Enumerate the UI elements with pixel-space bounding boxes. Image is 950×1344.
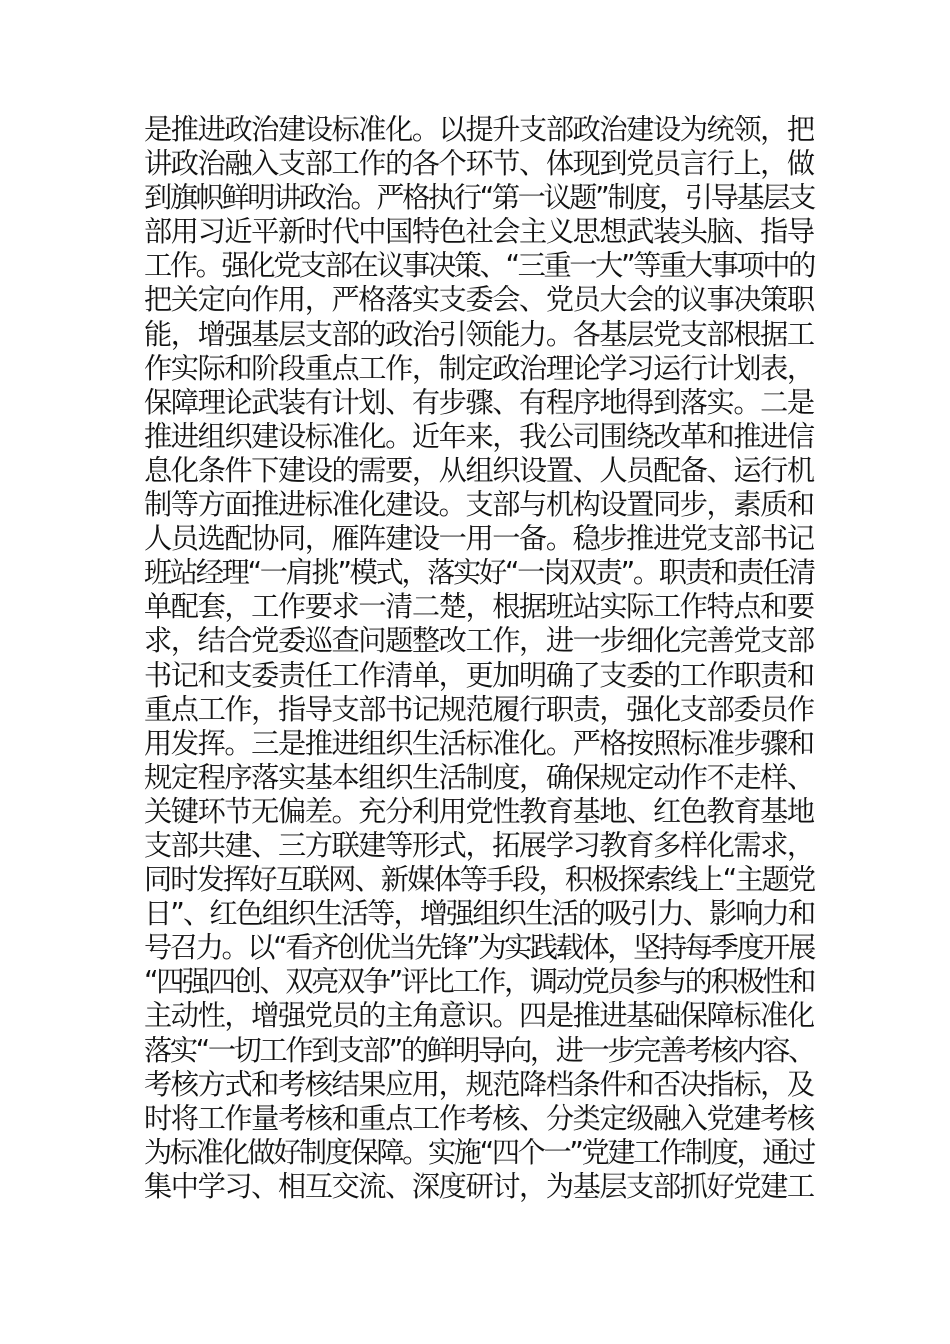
text-line: 主动性，增强党员的主角意识。四是推进基础保障标准化 [144, 999, 814, 1033]
text-line: 关键环节无偏差。充分利用党性教育基地、红色教育基地 [144, 794, 814, 828]
text-line: 时将工作量考核和重点工作考核、分类定级融入党建考核 [144, 1101, 814, 1135]
text-line: 把关定向作用，严格落实支委会、党员大会的议事决策职 [144, 283, 814, 317]
text-line: 号召力。以“看齐创优当先锋”为实践载体，坚持每季度开展 [144, 931, 814, 965]
text-line: 部用习近平新时代中国特色社会主义思想武装头脑、指导 [144, 215, 814, 249]
text-line: 是推进政治建设标准化。以提升支部政治建设为统领，把 [144, 113, 814, 146]
text-line: 求，结合党委巡查问题整改工作，进一步细化完善党支部 [144, 624, 814, 658]
text-line: 推进组织建设标准化。近年来，我公司围绕改革和推进信 [144, 419, 814, 453]
text-line: 能，增强基层支部的政治引领能力。各基层党支部根据工 [144, 317, 814, 351]
text-line: 同时发挥好互联网、新媒体等手段，积极探索线上“主题党 [144, 863, 815, 897]
text-line: 讲政治融入支部工作的各个环节、体现到党员言行上，做 [144, 147, 814, 181]
text-line: 规定程序落实基本组织生活制度，确保规定动作不走样、 [144, 760, 814, 794]
text-line: 为标准化做好制度保障。实施“四个一”党建工作制度，通过 [144, 1135, 814, 1169]
text-line: 作实际和阶段重点工作，制定政治理论学习运行计划表， [144, 351, 814, 385]
text-line: 日”、红色组织生活等，增强组织生活的吸引力、影响力和 [144, 897, 815, 931]
text-line: 考核方式和考核结果应用，规范降档条件和否决指标，及 [144, 1067, 814, 1101]
text-line: “四强四创、双亮双争”评比工作，调动党员参与的积极性和 [144, 965, 814, 999]
text-line: 落实“一切工作到支部”的鲜明导向，进一步完善考核内容、 [144, 1033, 814, 1067]
body-paragraph [144, 113, 814, 1204]
text-line: 制等方面推进标准化建设。支部与机构设置同步，素质和 [144, 488, 814, 522]
text-line: 息化条件下建设的需要，从组织设置、人员配备、运行机 [144, 453, 814, 487]
text-line: 单配套，工作要求一清二楚，根据班站实际工作特点和要 [144, 590, 814, 624]
text-line: 支部共建、三方联建等形式，拓展学习教育多样化需求， [144, 828, 814, 862]
text-line: 保障理论武装有计划、有步骤、有程序地得到落实。二是 [144, 385, 814, 419]
text-line: 集中学习、相互交流、深度研讨，为基层支部抓好党建工 [144, 1169, 814, 1203]
text-line: 重点工作，指导支部书记规范履行职责，强化支部委员作 [144, 692, 814, 726]
text-line: 班站经理“一肩挑”模式，落实好“一岗双责”。职责和责任清 [144, 556, 814, 590]
text-line: 用发挥。三是推进组织生活标准化。严格按照标准步骤和 [144, 726, 814, 760]
text-line: 人员选配协同，雁阵建设一用一备。稳步推进党支部书记 [144, 522, 814, 556]
text-line: 工作。强化党支部在议事决策、“三重一大”等重大事项中的 [144, 249, 814, 283]
text-line: 书记和支委责任工作清单，更加明确了支委的工作职责和 [144, 658, 814, 692]
text-line: 到旗帜鲜明讲政治。严格执行“第一议题”制度，引导基层支 [144, 181, 814, 215]
